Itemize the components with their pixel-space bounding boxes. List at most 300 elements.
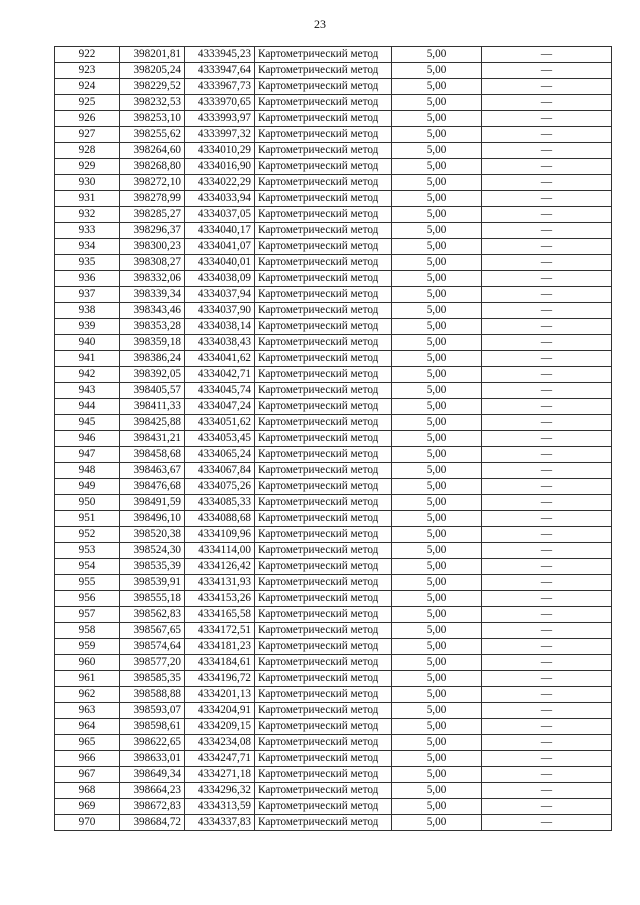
x-coordinate-cell: 398285,27 <box>120 207 185 223</box>
x-coordinate-cell: 398392,05 <box>120 367 185 383</box>
description-cell: — <box>482 479 612 495</box>
y-coordinate-cell: 4334131,93 <box>185 575 255 591</box>
accuracy-cell: 5,00 <box>392 159 482 175</box>
point-number-cell: 931 <box>55 191 120 207</box>
x-coordinate-cell: 398577,20 <box>120 655 185 671</box>
accuracy-cell: 5,00 <box>392 191 482 207</box>
description-cell: — <box>482 383 612 399</box>
description-cell: — <box>482 63 612 79</box>
method-cell: Картометрический метод <box>255 783 392 799</box>
x-coordinate-cell: 398296,37 <box>120 223 185 239</box>
point-number-cell: 935 <box>55 255 120 271</box>
accuracy-cell: 5,00 <box>392 383 482 399</box>
point-number-cell: 951 <box>55 511 120 527</box>
y-coordinate-cell: 4334037,05 <box>185 207 255 223</box>
x-coordinate-cell: 398588,88 <box>120 687 185 703</box>
accuracy-cell: 5,00 <box>392 351 482 367</box>
point-number-cell: 953 <box>55 543 120 559</box>
accuracy-cell: 5,00 <box>392 767 482 783</box>
method-cell: Картометрический метод <box>255 767 392 783</box>
y-coordinate-cell: 4334126,42 <box>185 559 255 575</box>
accuracy-cell: 5,00 <box>392 623 482 639</box>
point-number-cell: 943 <box>55 383 120 399</box>
table-row <box>55 143 612 159</box>
point-number-cell: 924 <box>55 79 120 95</box>
description-cell: — <box>482 159 612 175</box>
description-cell: — <box>482 175 612 191</box>
point-number-cell: 933 <box>55 223 120 239</box>
point-number-cell: 958 <box>55 623 120 639</box>
point-number-cell: 969 <box>55 799 120 815</box>
y-coordinate-cell: 4334165,58 <box>185 607 255 623</box>
x-coordinate-cell: 398308,27 <box>120 255 185 271</box>
description-cell: — <box>482 719 612 735</box>
x-coordinate-cell: 398205,24 <box>120 63 185 79</box>
y-coordinate-cell: 4334040,01 <box>185 255 255 271</box>
description-cell: — <box>482 207 612 223</box>
x-coordinate-cell: 398253,10 <box>120 111 185 127</box>
table-row <box>55 335 612 351</box>
y-coordinate-cell: 4334114,00 <box>185 543 255 559</box>
point-number-cell: 961 <box>55 671 120 687</box>
table-row <box>55 655 612 671</box>
description-cell: — <box>482 271 612 287</box>
accuracy-cell: 5,00 <box>392 607 482 623</box>
y-coordinate-cell: 4334337,83 <box>185 815 255 831</box>
accuracy-cell: 5,00 <box>392 639 482 655</box>
table-row <box>55 447 612 463</box>
x-coordinate-cell: 398405,57 <box>120 383 185 399</box>
description-cell: — <box>482 527 612 543</box>
table-row <box>55 175 612 191</box>
table-row <box>55 607 612 623</box>
y-coordinate-cell: 4334041,62 <box>185 351 255 367</box>
description-cell: — <box>482 79 612 95</box>
method-cell: Картометрический метод <box>255 799 392 815</box>
y-coordinate-cell: 4334038,09 <box>185 271 255 287</box>
description-cell: — <box>482 239 612 255</box>
table-row <box>55 255 612 271</box>
point-number-cell: 949 <box>55 479 120 495</box>
accuracy-cell: 5,00 <box>392 431 482 447</box>
point-number-cell: 954 <box>55 559 120 575</box>
method-cell: Картометрический метод <box>255 47 392 63</box>
x-coordinate-cell: 398524,30 <box>120 543 185 559</box>
table-row <box>55 367 612 383</box>
method-cell: Картометрический метод <box>255 287 392 303</box>
description-cell: — <box>482 735 612 751</box>
method-cell: Картометрический метод <box>255 127 392 143</box>
description-cell: — <box>482 351 612 367</box>
y-coordinate-cell: 4334045,74 <box>185 383 255 399</box>
point-number-cell: 970 <box>55 815 120 831</box>
table-row <box>55 191 612 207</box>
accuracy-cell: 5,00 <box>392 303 482 319</box>
accuracy-cell: 5,00 <box>392 79 482 95</box>
point-number-cell: 966 <box>55 751 120 767</box>
method-cell: Картометрический метод <box>255 719 392 735</box>
description-cell: — <box>482 303 612 319</box>
accuracy-cell: 5,00 <box>392 527 482 543</box>
x-coordinate-cell: 398201,81 <box>120 47 185 63</box>
x-coordinate-cell: 398585,35 <box>120 671 185 687</box>
table-row <box>55 127 612 143</box>
method-cell: Картометрический метод <box>255 687 392 703</box>
method-cell: Картометрический метод <box>255 575 392 591</box>
coordinates-table <box>54 46 612 831</box>
accuracy-cell: 5,00 <box>392 255 482 271</box>
table-row <box>55 111 612 127</box>
description-cell: — <box>482 783 612 799</box>
method-cell: Картометрический метод <box>255 751 392 767</box>
accuracy-cell: 5,00 <box>392 415 482 431</box>
point-number-cell: 923 <box>55 63 120 79</box>
y-coordinate-cell: 4333993,97 <box>185 111 255 127</box>
description-cell: — <box>482 191 612 207</box>
point-number-cell: 957 <box>55 607 120 623</box>
description-cell: — <box>482 111 612 127</box>
description-cell: — <box>482 655 612 671</box>
y-coordinate-cell: 4334234,08 <box>185 735 255 751</box>
accuracy-cell: 5,00 <box>392 703 482 719</box>
description-cell: — <box>482 575 612 591</box>
accuracy-cell: 5,00 <box>392 447 482 463</box>
table-row <box>55 207 612 223</box>
accuracy-cell: 5,00 <box>392 655 482 671</box>
table-row <box>55 639 612 655</box>
x-coordinate-cell: 398672,83 <box>120 799 185 815</box>
table-row <box>55 463 612 479</box>
description-cell: — <box>482 127 612 143</box>
y-coordinate-cell: 4334016,90 <box>185 159 255 175</box>
table-row <box>55 415 612 431</box>
table-row <box>55 479 612 495</box>
y-coordinate-cell: 4334040,17 <box>185 223 255 239</box>
accuracy-cell: 5,00 <box>392 47 482 63</box>
table-row <box>55 303 612 319</box>
table-row <box>55 719 612 735</box>
y-coordinate-cell: 4334201,13 <box>185 687 255 703</box>
table-row <box>55 511 612 527</box>
accuracy-cell: 5,00 <box>392 111 482 127</box>
y-coordinate-cell: 4334065,24 <box>185 447 255 463</box>
description-cell: — <box>482 143 612 159</box>
table-row <box>55 527 612 543</box>
method-cell: Картометрический метод <box>255 703 392 719</box>
table-row <box>55 751 612 767</box>
x-coordinate-cell: 398343,46 <box>120 303 185 319</box>
y-coordinate-cell: 4334022,29 <box>185 175 255 191</box>
point-number-cell: 929 <box>55 159 120 175</box>
y-coordinate-cell: 4334181,23 <box>185 639 255 655</box>
y-coordinate-cell: 4334047,24 <box>185 399 255 415</box>
table-row <box>55 703 612 719</box>
method-cell: Картометрический метод <box>255 143 392 159</box>
description-cell: — <box>482 815 612 831</box>
x-coordinate-cell: 398593,07 <box>120 703 185 719</box>
y-coordinate-cell: 4334033,94 <box>185 191 255 207</box>
y-coordinate-cell: 4334296,32 <box>185 783 255 799</box>
x-coordinate-cell: 398255,62 <box>120 127 185 143</box>
point-number-cell: 960 <box>55 655 120 671</box>
table-row <box>55 575 612 591</box>
x-coordinate-cell: 398520,38 <box>120 527 185 543</box>
x-coordinate-cell: 398622,65 <box>120 735 185 751</box>
table-row <box>55 319 612 335</box>
description-cell: — <box>482 703 612 719</box>
point-number-cell: 930 <box>55 175 120 191</box>
method-cell: Картометрический метод <box>255 383 392 399</box>
method-cell: Картометрический метод <box>255 351 392 367</box>
x-coordinate-cell: 398458,68 <box>120 447 185 463</box>
x-coordinate-cell: 398539,91 <box>120 575 185 591</box>
table-row <box>55 735 612 751</box>
accuracy-cell: 5,00 <box>392 671 482 687</box>
x-coordinate-cell: 398664,23 <box>120 783 185 799</box>
accuracy-cell: 5,00 <box>392 143 482 159</box>
table-row <box>55 63 612 79</box>
x-coordinate-cell: 398496,10 <box>120 511 185 527</box>
description-cell: — <box>482 591 612 607</box>
point-number-cell: 947 <box>55 447 120 463</box>
point-number-cell: 939 <box>55 319 120 335</box>
x-coordinate-cell: 398229,52 <box>120 79 185 95</box>
y-coordinate-cell: 4334038,14 <box>185 319 255 335</box>
table-row <box>55 495 612 511</box>
accuracy-cell: 5,00 <box>392 719 482 735</box>
y-coordinate-cell: 4334041,07 <box>185 239 255 255</box>
y-coordinate-cell: 4333997,32 <box>185 127 255 143</box>
point-number-cell: 928 <box>55 143 120 159</box>
description-cell: — <box>482 287 612 303</box>
description-cell: — <box>482 559 612 575</box>
table-row <box>55 287 612 303</box>
description-cell: — <box>482 639 612 655</box>
table-row <box>55 815 612 831</box>
point-number-cell: 955 <box>55 575 120 591</box>
x-coordinate-cell: 398567,65 <box>120 623 185 639</box>
table-row <box>55 767 612 783</box>
y-coordinate-cell: 4334053,45 <box>185 431 255 447</box>
table-row <box>55 79 612 95</box>
point-number-cell: 952 <box>55 527 120 543</box>
y-coordinate-cell: 4333945,23 <box>185 47 255 63</box>
method-cell: Картометрический метод <box>255 335 392 351</box>
y-coordinate-cell: 4334051,62 <box>185 415 255 431</box>
accuracy-cell: 5,00 <box>392 815 482 831</box>
method-cell: Картометрический метод <box>255 191 392 207</box>
description-cell: — <box>482 799 612 815</box>
method-cell: Картометрический метод <box>255 559 392 575</box>
accuracy-cell: 5,00 <box>392 367 482 383</box>
point-number-cell: 927 <box>55 127 120 143</box>
method-cell: Картометрический метод <box>255 623 392 639</box>
description-cell: — <box>482 495 612 511</box>
x-coordinate-cell: 398491,59 <box>120 495 185 511</box>
x-coordinate-cell: 398476,68 <box>120 479 185 495</box>
table-row <box>55 671 612 687</box>
description-cell: — <box>482 767 612 783</box>
point-number-cell: 963 <box>55 703 120 719</box>
description-cell: — <box>482 255 612 271</box>
point-number-cell: 948 <box>55 463 120 479</box>
accuracy-cell: 5,00 <box>392 95 482 111</box>
point-number-cell: 965 <box>55 735 120 751</box>
accuracy-cell: 5,00 <box>392 127 482 143</box>
x-coordinate-cell: 398633,01 <box>120 751 185 767</box>
table-row <box>55 799 612 815</box>
point-number-cell: 942 <box>55 367 120 383</box>
accuracy-cell: 5,00 <box>392 543 482 559</box>
point-number-cell: 946 <box>55 431 120 447</box>
method-cell: Картометрический метод <box>255 319 392 335</box>
accuracy-cell: 5,00 <box>392 799 482 815</box>
method-cell: Картометрический метод <box>255 543 392 559</box>
accuracy-cell: 5,00 <box>392 287 482 303</box>
page-number: 23 <box>314 17 326 31</box>
y-coordinate-cell: 4334037,90 <box>185 303 255 319</box>
y-coordinate-cell: 4334209,15 <box>185 719 255 735</box>
method-cell: Картометрический метод <box>255 175 392 191</box>
y-coordinate-cell: 4334204,91 <box>185 703 255 719</box>
x-coordinate-cell: 398574,64 <box>120 639 185 655</box>
method-cell: Картометрический метод <box>255 255 392 271</box>
method-cell: Картометрический метод <box>255 671 392 687</box>
y-coordinate-cell: 4334247,71 <box>185 751 255 767</box>
description-cell: — <box>482 95 612 111</box>
x-coordinate-cell: 398339,34 <box>120 287 185 303</box>
point-number-cell: 926 <box>55 111 120 127</box>
table-row <box>55 47 612 63</box>
y-coordinate-cell: 4333947,64 <box>185 63 255 79</box>
description-cell: — <box>482 607 612 623</box>
x-coordinate-cell: 398386,24 <box>120 351 185 367</box>
y-coordinate-cell: 4334010,29 <box>185 143 255 159</box>
description-cell: — <box>482 431 612 447</box>
description-cell: — <box>482 223 612 239</box>
accuracy-cell: 5,00 <box>392 463 482 479</box>
method-cell: Картометрический метод <box>255 63 392 79</box>
x-coordinate-cell: 398598,61 <box>120 719 185 735</box>
y-coordinate-cell: 4334037,94 <box>185 287 255 303</box>
description-cell: — <box>482 319 612 335</box>
x-coordinate-cell: 398562,83 <box>120 607 185 623</box>
y-coordinate-cell: 4334313,59 <box>185 799 255 815</box>
accuracy-cell: 5,00 <box>392 335 482 351</box>
point-number-cell: 937 <box>55 287 120 303</box>
y-coordinate-cell: 4334067,84 <box>185 463 255 479</box>
description-cell: — <box>482 463 612 479</box>
point-number-cell: 959 <box>55 639 120 655</box>
method-cell: Картометрический метод <box>255 735 392 751</box>
table-row <box>55 591 612 607</box>
table-row <box>55 271 612 287</box>
description-cell: — <box>482 687 612 703</box>
y-coordinate-cell: 4334088,68 <box>185 511 255 527</box>
accuracy-cell: 5,00 <box>392 399 482 415</box>
description-cell: — <box>482 751 612 767</box>
table-row <box>55 239 612 255</box>
x-coordinate-cell: 398425,88 <box>120 415 185 431</box>
table-row <box>55 159 612 175</box>
y-coordinate-cell: 4334109,96 <box>185 527 255 543</box>
method-cell: Картометрический метод <box>255 239 392 255</box>
table-row <box>55 95 612 111</box>
method-cell: Картометрический метод <box>255 527 392 543</box>
table-row <box>55 351 612 367</box>
x-coordinate-cell: 398232,53 <box>120 95 185 111</box>
point-number-cell: 945 <box>55 415 120 431</box>
y-coordinate-cell: 4334184,61 <box>185 655 255 671</box>
point-number-cell: 934 <box>55 239 120 255</box>
accuracy-cell: 5,00 <box>392 271 482 287</box>
x-coordinate-cell: 398431,21 <box>120 431 185 447</box>
accuracy-cell: 5,00 <box>392 511 482 527</box>
x-coordinate-cell: 398353,28 <box>120 319 185 335</box>
coordinates-table-body <box>55 47 612 831</box>
method-cell: Картометрический метод <box>255 607 392 623</box>
point-number-cell: 925 <box>55 95 120 111</box>
x-coordinate-cell: 398332,06 <box>120 271 185 287</box>
x-coordinate-cell: 398278,99 <box>120 191 185 207</box>
description-cell: — <box>482 623 612 639</box>
accuracy-cell: 5,00 <box>392 207 482 223</box>
accuracy-cell: 5,00 <box>392 239 482 255</box>
method-cell: Картометрический метод <box>255 303 392 319</box>
method-cell: Картометрический метод <box>255 111 392 127</box>
accuracy-cell: 5,00 <box>392 559 482 575</box>
y-coordinate-cell: 4333970,65 <box>185 95 255 111</box>
description-cell: — <box>482 399 612 415</box>
accuracy-cell: 5,00 <box>392 223 482 239</box>
point-number-cell: 936 <box>55 271 120 287</box>
method-cell: Картометрический метод <box>255 223 392 239</box>
y-coordinate-cell: 4334196,72 <box>185 671 255 687</box>
accuracy-cell: 5,00 <box>392 783 482 799</box>
y-coordinate-cell: 4334271,18 <box>185 767 255 783</box>
table-row <box>55 559 612 575</box>
x-coordinate-cell: 398555,18 <box>120 591 185 607</box>
x-coordinate-cell: 398272,10 <box>120 175 185 191</box>
description-cell: — <box>482 47 612 63</box>
description-cell: — <box>482 543 612 559</box>
point-number-cell: 956 <box>55 591 120 607</box>
point-number-cell: 941 <box>55 351 120 367</box>
x-coordinate-cell: 398649,34 <box>120 767 185 783</box>
accuracy-cell: 5,00 <box>392 591 482 607</box>
method-cell: Картометрический метод <box>255 815 392 831</box>
method-cell: Картометрический метод <box>255 367 392 383</box>
method-cell: Картометрический метод <box>255 399 392 415</box>
accuracy-cell: 5,00 <box>392 63 482 79</box>
description-cell: — <box>482 367 612 383</box>
point-number-cell: 968 <box>55 783 120 799</box>
point-number-cell: 932 <box>55 207 120 223</box>
point-number-cell: 962 <box>55 687 120 703</box>
description-cell: — <box>482 335 612 351</box>
method-cell: Картометрический метод <box>255 79 392 95</box>
y-coordinate-cell: 4333967,73 <box>185 79 255 95</box>
method-cell: Картометрический метод <box>255 431 392 447</box>
method-cell: Картометрический метод <box>255 415 392 431</box>
table-row <box>55 783 612 799</box>
description-cell: — <box>482 447 612 463</box>
table-row <box>55 399 612 415</box>
point-number-cell: 967 <box>55 767 120 783</box>
accuracy-cell: 5,00 <box>392 479 482 495</box>
point-number-cell: 950 <box>55 495 120 511</box>
method-cell: Картометрический метод <box>255 495 392 511</box>
